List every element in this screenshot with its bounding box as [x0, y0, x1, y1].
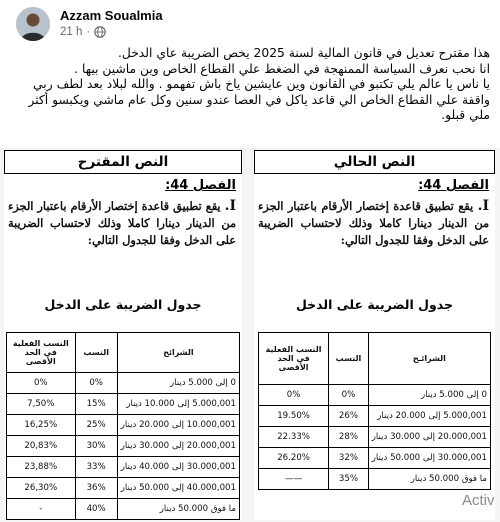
article-paragraph — [258, 198, 489, 249]
post-timestamp[interactable]: 21 h — [60, 26, 83, 38]
chapter-heading: الفصل 44: — [165, 178, 236, 193]
proposed-column-title: النص المقترح — [4, 150, 242, 174]
effective-rate-cell: 19.50% — [259, 406, 329, 427]
post-text-line: ملي قبلو. — [441, 108, 490, 122]
tax-table-title: جدول الضريبة على الدخل — [295, 297, 453, 312]
post-text-line: واقفة علي القطاع الخاص الي قاعد ياكل في العصا عندو سنين وكل عام ماشي ويكبسو أكثر — [28, 92, 490, 107]
column-header-effective: النسب الفعلية في الحد الأقصى — [259, 333, 329, 385]
activation-watermark: Activ — [462, 492, 495, 509]
current-column-title: النص الحالي — [254, 150, 495, 174]
article-paragraph — [8, 198, 236, 249]
range-cell: 10.000,001 إلى 20.000 دينار — [117, 415, 239, 436]
rate-cell: 0% — [329, 385, 369, 406]
range-cell: 30.000,001 إلى 50.000 دينار — [368, 448, 490, 469]
rate-cell: 40% — [75, 499, 117, 520]
tax-table-title: جدول الضريبة على الدخل — [44, 297, 202, 312]
table-row — [7, 373, 240, 394]
post-meta — [60, 24, 163, 40]
rate-cell: 15% — [75, 394, 117, 415]
range-cell: 5.000,001 إلى 20.000 دينار — [368, 406, 490, 427]
table-row — [7, 436, 240, 457]
table-row — [7, 499, 240, 520]
range-cell: 30.000,001 إلى 40.000 دينار — [117, 457, 239, 478]
article-body: يقع تطبيق قاعدة إختصار الأرقام باعتبار الجزء من الدينار دينارا كاملا وذلك لاحتساب الضريبة على الدخل وفقا للجدول التالي: — [8, 199, 236, 247]
effective-rate-cell: 20,83% — [7, 436, 76, 457]
effective-rate-cell: 0% — [7, 373, 76, 394]
meta-separator: · — [86, 26, 91, 38]
column-header-effective: النسب الفعلية في الحد الأقصى — [7, 333, 76, 373]
table-row — [7, 394, 240, 415]
column-header-rate: النسب — [329, 333, 369, 385]
table-row — [259, 448, 491, 469]
effective-rate-cell: 0% — [259, 385, 329, 406]
rate-cell: 30% — [75, 436, 117, 457]
column-header-range: الشرائـح — [368, 333, 490, 385]
effective-rate-cell: 23,88% — [7, 457, 76, 478]
column-header-rate: النسب — [75, 333, 117, 373]
range-cell: 0 إلى 5.000 دينار — [117, 373, 239, 394]
effective-rate-cell: 16,25% — [7, 415, 76, 436]
table-row — [259, 469, 491, 490]
author-name[interactable]: Azzam Soualmia — [60, 8, 163, 23]
table-row — [259, 406, 491, 427]
table-row — [7, 478, 240, 499]
current-tax-table — [258, 332, 491, 490]
post-text-line: انا نحب نعرف السياسة الممنهجة في الضغط علي القطاع الخاص وين ماشين بيها . — [74, 61, 490, 76]
effective-rate-cell: 22.33% — [259, 427, 329, 448]
globe-icon — [94, 26, 106, 38]
range-cell: 20.000,001 إلى 30.000 دينار — [368, 427, 490, 448]
table-row — [7, 415, 240, 436]
author-block — [60, 8, 163, 40]
rate-cell: 25% — [75, 415, 117, 436]
rate-cell: 36% — [75, 478, 117, 499]
range-cell: ما فوق 50.000 دينار — [368, 469, 490, 490]
effective-rate-cell: 26,30% — [7, 478, 76, 499]
chapter-heading: الفصل 44: — [418, 178, 489, 193]
column-header-range: الشرائح — [117, 333, 239, 373]
proposed-text-column — [4, 150, 242, 520]
proposed-tax-table — [6, 332, 240, 520]
post-header — [16, 6, 163, 42]
effective-rate-cell: 26.20% — [259, 448, 329, 469]
effective-rate-cell: - — [7, 499, 76, 520]
range-cell: 20.000,001 إلى 30.000 دينار — [117, 436, 239, 457]
range-cell: 0 إلى 5.000 دينار — [368, 385, 490, 406]
effective-rate-cell: —— — [259, 469, 329, 490]
rate-cell: 0% — [75, 373, 117, 394]
post-image[interactable] — [0, 148, 500, 522]
range-cell: 40.000,001 إلى 50.000 دينار — [117, 478, 239, 499]
paragraph-number: I. — [477, 198, 489, 214]
article-body: يقع تطبيق قاعدة إختصار الأرقام باعتبار الجزء من الدينار دينارا كاملا وذلك لاحتساب الضريبة على الدخل وفقا للجدول التالي: — [258, 199, 489, 247]
table-row — [259, 427, 491, 448]
rate-cell: 33% — [75, 457, 117, 478]
avatar[interactable] — [16, 7, 50, 41]
current-text-column — [254, 150, 495, 520]
post-text — [10, 46, 490, 124]
rate-cell: 28% — [329, 427, 369, 448]
table-row — [259, 385, 491, 406]
range-cell: 5.000,001 إلى 10.000 دينار — [117, 394, 239, 415]
paragraph-number: I. — [224, 198, 237, 214]
post-text-line: هذا مقترح تعديل في قانون المالية لسنة 2025 يخص الضريبة عاي الدخل. — [117, 46, 490, 60]
effective-rate-cell: 7,50% — [7, 394, 76, 415]
rate-cell: 35% — [329, 469, 369, 490]
rate-cell: 32% — [329, 448, 369, 469]
rate-cell: 26% — [329, 406, 369, 427]
table-row — [7, 457, 240, 478]
post-text-line: يا ناس يا عالم يلي تكتبو في القانون وين عايشين ياخ باش تفهمو . والله لبلاد بعد لطف ربي — [33, 77, 490, 91]
range-cell: ما فوق 50.000 دينار — [117, 499, 239, 520]
